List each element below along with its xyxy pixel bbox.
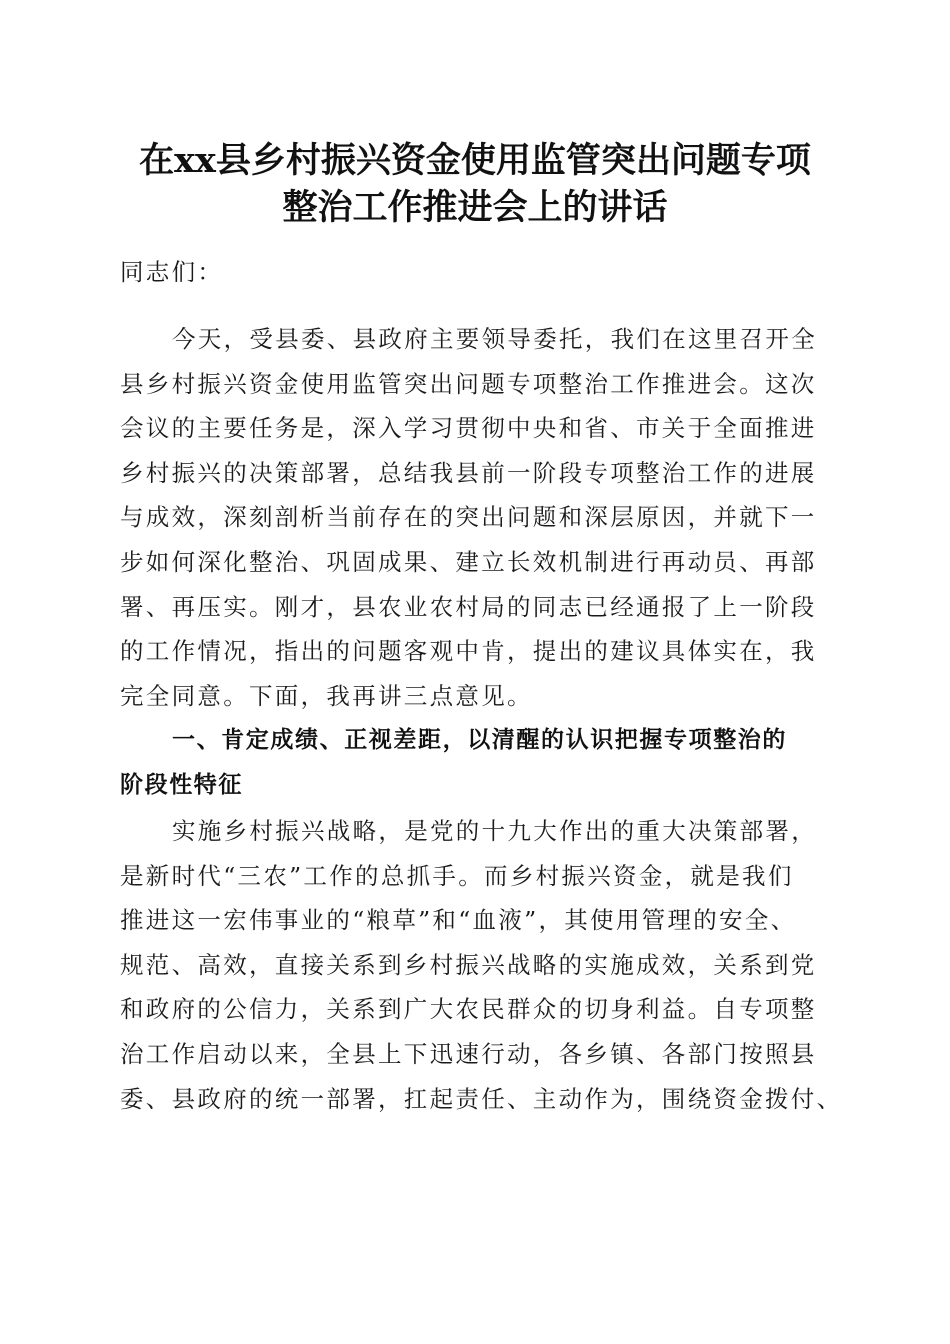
paragraph-line: 和政府的公信力，关系到广大农民群众的切身利益。自专项整: [120, 995, 817, 1024]
paragraph-2: [120, 809, 843, 1121]
paragraph-line: 乡村振兴的决策部署，总结我县前一阶段专项整治工作的进展: [120, 458, 817, 487]
paragraph-line: 治工作启动以来，全县上下迅速行动，各乡镇、各部门按照县: [120, 1039, 817, 1068]
paragraph-line: 规范、高效，直接关系到乡村振兴战略的实施成效，关系到党: [120, 950, 817, 979]
paragraph-line: 会议的主要任务是，深入学习贯彻中央和省、市关于全面推进: [120, 414, 817, 443]
heading-line: 阶段性特征: [120, 771, 243, 798]
document-title-line-2: 整治工作推进会上的讲话: [282, 187, 668, 228]
paragraph-line: 的工作情况，指出的问题客观中肯，提出的建议具体实在，我: [120, 637, 817, 666]
paragraph-line: 今天，受县委、县政府主要领导委托，我们在这里召开全: [172, 325, 817, 353]
paragraph-line: 委、县政府的统一部署，扛起责任、主动作为，围绕资金拨付、: [120, 1084, 843, 1113]
paragraph-line: 完全同意。下面，我再讲三点意见。: [120, 681, 533, 710]
salutation: 同志们：: [120, 258, 224, 286]
paragraph-line: 步如何深化整治、巩固成果、建立长效机制进行再动员、再部: [120, 547, 817, 576]
paragraph-line: 署、再压实。刚才，县农业农村局的同志已经通报了上一阶段: [120, 592, 817, 621]
paragraph-line: 实施乡村振兴战略，是党的十九大作出的重大决策部署，: [172, 817, 817, 845]
paragraph-line: 与成效，深刻剖析当前存在的突出问题和深层原因，并就下一: [120, 503, 817, 532]
paragraph-line: 县乡村振兴资金使用监管突出问题专项整治工作推进会。这次: [120, 369, 817, 398]
section-heading-1: [120, 718, 840, 807]
paragraph-1: [120, 317, 840, 718]
paragraph-line: 是新时代“三农”工作的总抓手。而乡村振兴资金，就是我们: [120, 861, 794, 890]
heading-line: 一、肯定成绩、正视差距，以清醒的认识把握专项整治的: [172, 727, 787, 753]
paragraph-line: 推进这一宏伟事业的“粮草”和“血液”，其使用管理的安全、: [120, 906, 797, 935]
document-title-line-1: 在xx县乡村振兴资金使用监管突出问题专项: [139, 140, 811, 181]
